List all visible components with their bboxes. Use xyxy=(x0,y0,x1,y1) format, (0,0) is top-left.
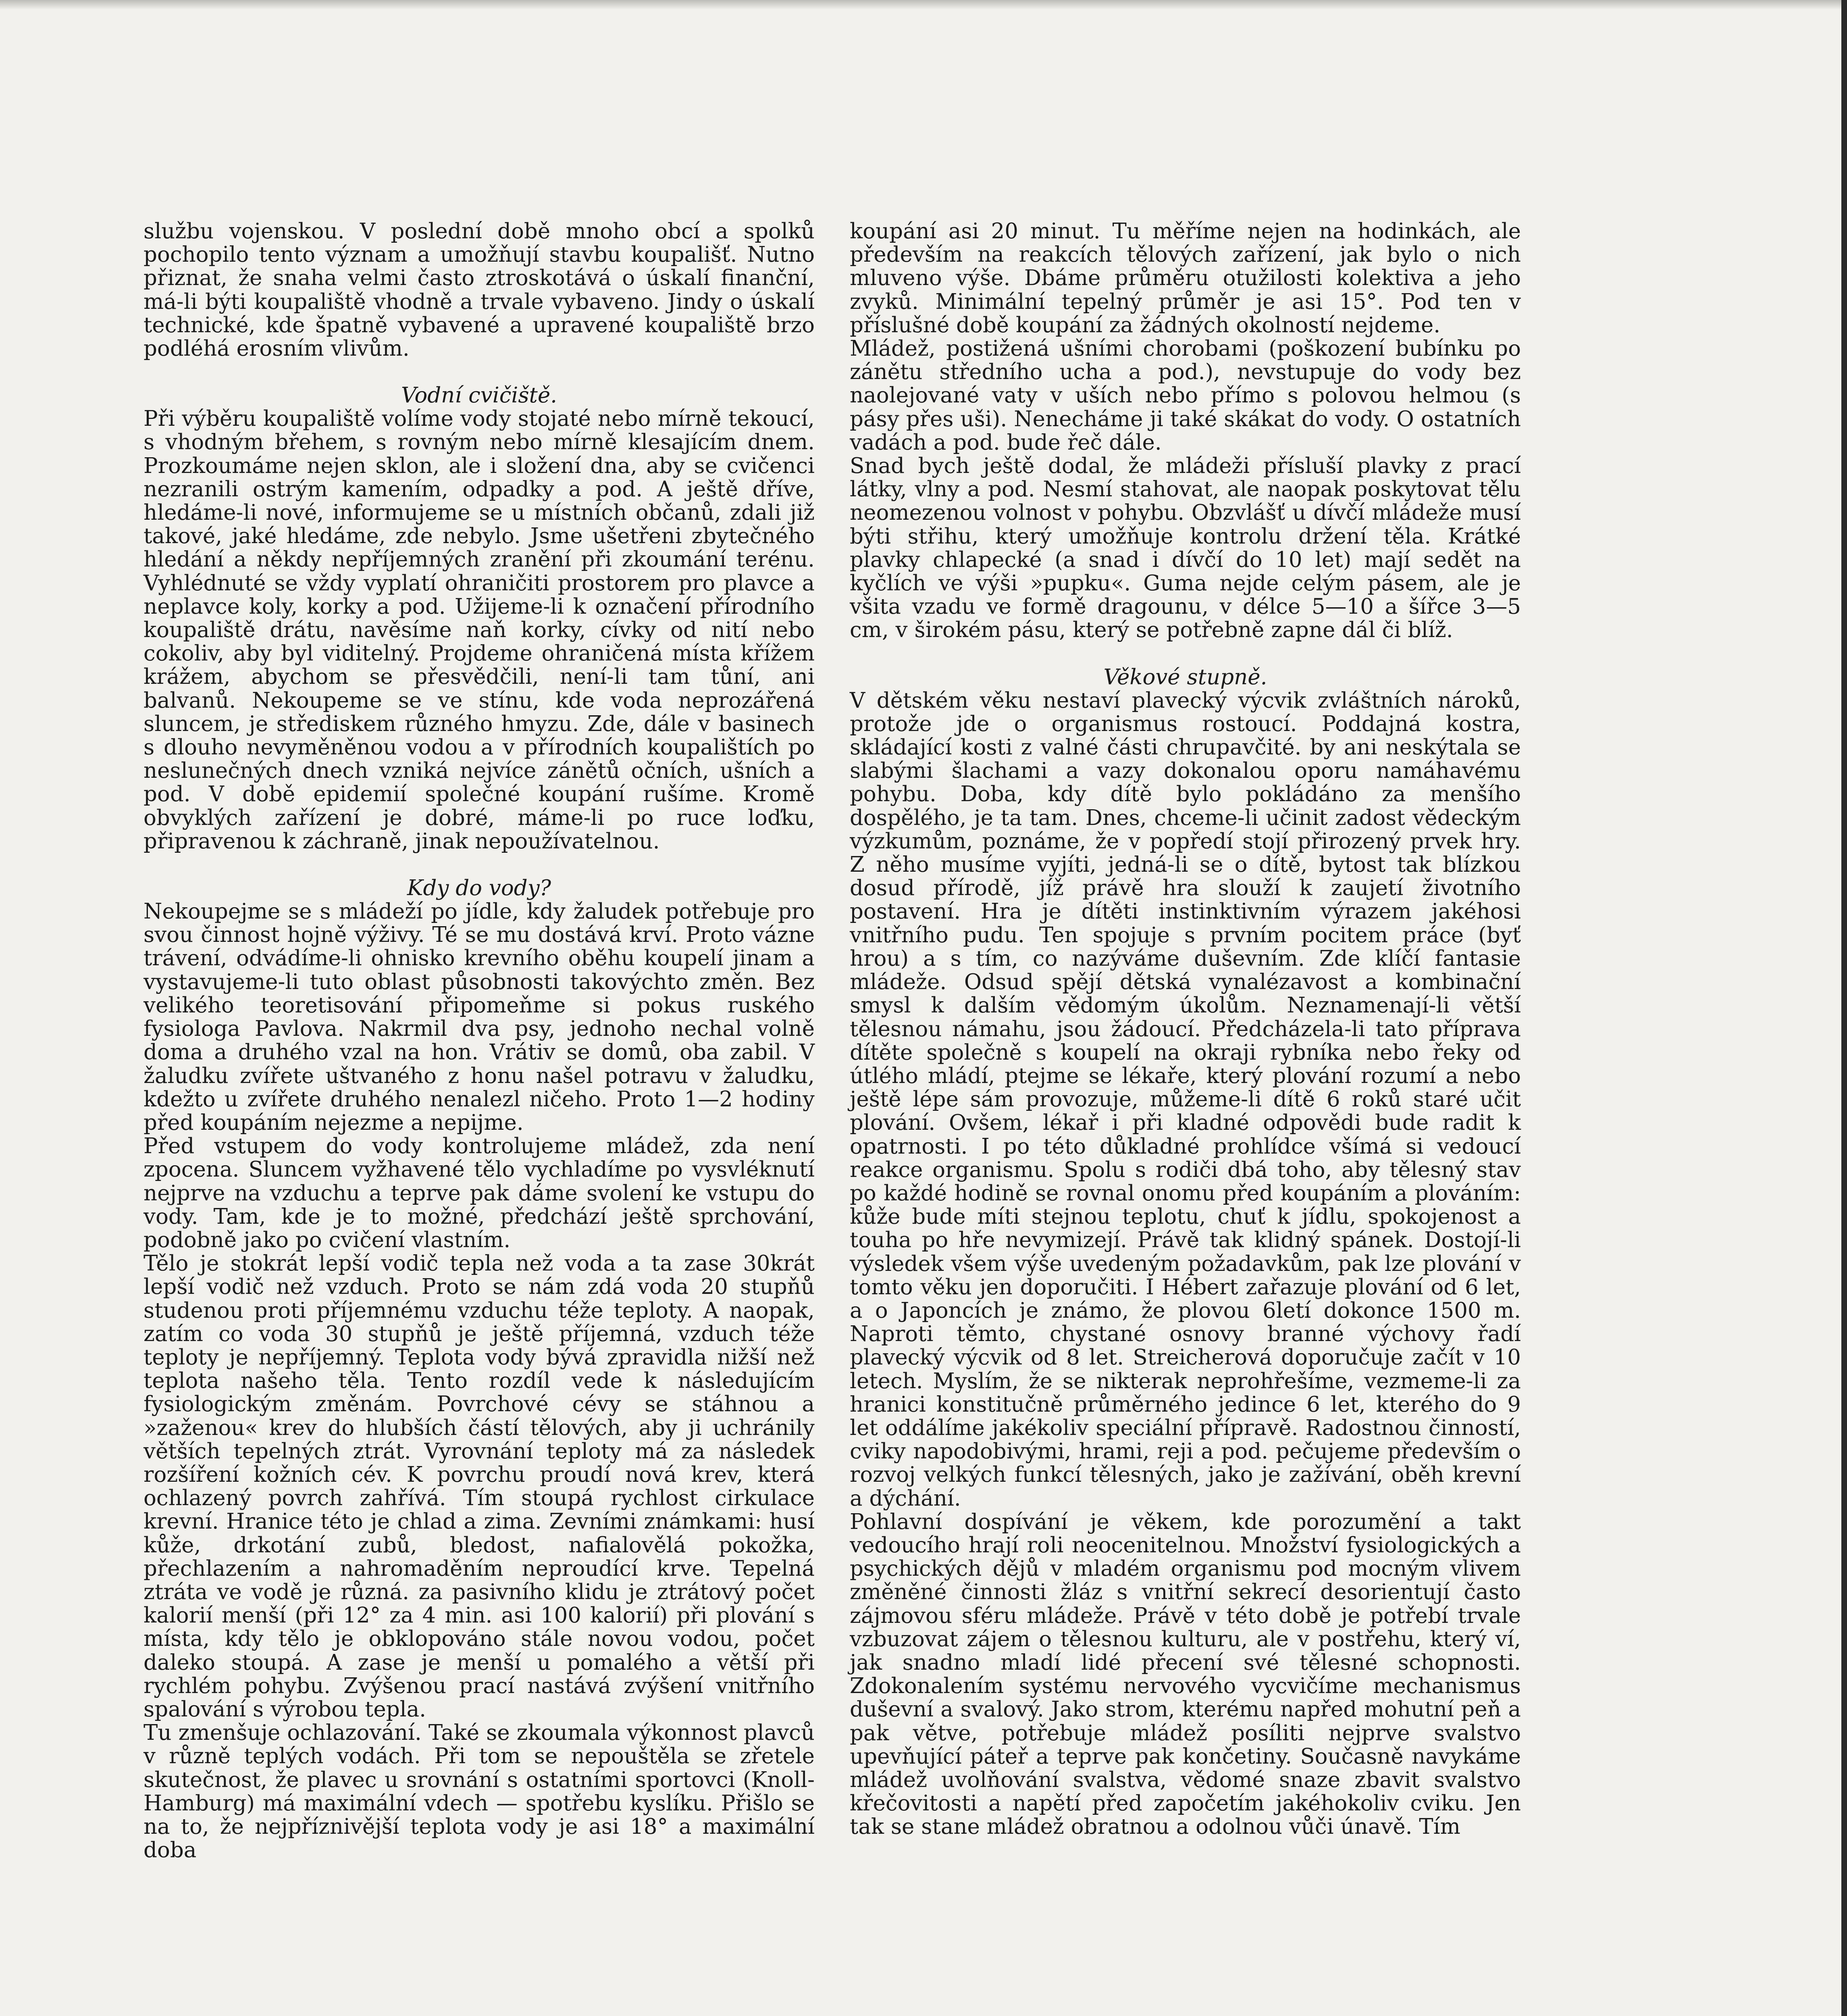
paragraph-ear-diseases: Mládež, postižená ušními chorobami (poškození bubínku po zánětu středního ucha a pod.), nevstupuje do vody bez naolejované vaty v uších nebo přímo s polovou helmou (s pásy přes uši). Nenecháme ji také skákat do vody. O ostatních vadách a pod. bude řeč dále. xyxy=(850,336,1521,455)
paragraph-heat-conduction: Tělo je stokrát lepší vodič tepla než voda a ta zase 30krát lepší vodič než vzduch. Proto se nám zdá voda 20 stupňů studenou proti příjemnému vzduchu téže teploty. A naopak, zatím co voda 30 stupňů je ještě příjemná, vzduch téže teploty je nepříjemný. Teplota vody bývá zpravidla nižší než teplota našeho těla. Tento rozdíl vede k následujícím fysiologickým změnám. Povrchové cévy se stáhnou a »zaženou« krev do hlubších částí tělových, aby ji uchránily větších tepelných ztrát. Vyrovnání teploty má za následek rozšíření kožních cév. K povrchu proudí nová krev, která ochlazený povrch zahřívá. Tím stoupá rychlost cirkulace krevní. Hranice této je chlad a zima. Zevními známkami: husí kůže, drkotání zubů, bledost, nafialovělá pokožka, přechlazením a nahromaděním neproudící krve. Tepelná ztráta ve vodě je různá. za pasivního klidu je ztrátový počet kalorií menší (při 12° za 4 min. asi 100 kalorií) při plování s místa, kdy tělo je obklopováno stále novou vodou, počet daleko stoupá. A zase je menší u pomalého a větší při rychlém pohybu. Zvýšenou prací nastává zvýšení vnitřního spalování s výrobou tepla. xyxy=(144,1251,815,1722)
heading-kdy-do-vody: Kdy do vody? xyxy=(407,876,551,901)
paragraph-bathing-duration: koupání asi 20 minut. Tu měříme nejen na hodinkách, ale především na reakcích tělových zařízení, jak bylo o nich mluveno výše. Dbáme průměru otužilosti kolektiva a jeho zvyků. Minimální tepelný průměr je asi 15°. Pod ten v příslušné době koupání za žádných okolností nejdeme. xyxy=(850,219,1521,337)
paragraph-childhood: V dětském věku nestaví plavecký výcvik zvláštních nároků, protože jde o organismus rostoucí. Poddajná kostra, skládající kosti z valné části chrupavčité. by ani neskýtala se slabými šlachami a vazy dokonalou oporu namáhavému pohybu. Doba, kdy dítě bylo pokládáno za menšího dospělého, je ta tam. Dnes, chceme-li učinit zadost vědeckým výzkumům, poznáme, že v popředí stojí přirozený prvek hry. Z něho musíme vyjíti, jedná-li se o dítě, bytost tak blízkou dosud přírodě, jíž právě hra slouží k zaujetí životního postavení. Hra je dítěti instinktivním výrazem jakéhosi vnitřního pudu. Ten spojuje s prvním pocitem práce (byť hrou) a s tím, co nazýváme duševním. Zde klíčí fantasie mládeže. Odsud spějí dětská vynalézavost a kombinační smysl k dalším vědomým úkolům. Neznamenají-li větší tělesnou námahu, jsou žádoucí. Předcházela-li tato příprava dítěte společně s koupelí na okraji rybníka nebo řeky od útlého mládí, ptejme se lékaře, který plování rozumí a nebo ještě lépe sám provozuje, můžeme-li dítě 6 roků staré učit plování. Ovšem, lékař i při kladné odpovědi bude radit k opatrnosti. I po této důkladné prohlídce všímá si vedoucí reakce organismu. Spolu s rodiči dbá toho, aby tělesný stav po každé hodině se rovnal onomu před koupáním a plováním: kůže bude míti stejnou teplotu, chuť k jídlu, spokojenost a touha po hře nevymizejí. Právě tak klidný spánek. Dostojí-li výsledek všem výše uvedeným požadavkům, pak lze plování v tomto věku jen doporučiti. I Hébert zařazuje plování od 6 let, a o Japoncích je známo, že plovou 6letí dokonce 1500 m. Naproti těmto, chystané osnovy branné výchovy řadí plavecký výcvik od 8 let. Streicherová doporučuje začít v 10 letech. Myslím, že se nikterak neprohřešíme, vezmeme-li za hranici konstitučně průměrného jedince 6 let, kterého do 9 let oddálíme jakékoliv speciální přípravě. Radostnou činností, cviky napodobivými, hrami, reji a pod. pečujeme především o rozvoj velkých funkcí tělesných, jako je zažívání, oběh krevní a dýchání. xyxy=(850,688,1521,1511)
paragraph-swimmer-performance: Tu zmenšuje ochlazování. Také se zkoumala výkonnost plavců v různě teplých vodách. Při tom se nepouštěla se zřetele skutečnost, že plavec u srovnání s ostatními sportovci (Knoll-Hamburg) má maximální vdech — spotřebu kyslíku. Přišlo se na to, že nejpříznivější teplota vody je asi 18° a maximální doba xyxy=(144,1720,815,1863)
paragraph-after-eating: Nekoupejme se s mládeží po jídle, kdy žaludek potřebuje pro svou činnost hojně výživy. Té se mu dostává krví. Proto vázne trávení, odvádíme-li ohnisko krevního oběhu koupelí jinam a vystavujeme-li tuto oblast působnosti takovýchto změn. Bez velikého teoretisování připomeňme si pokus ruského fysiologa Pavlova. Nakrmil dva psy, jednoho nechal volně doma a druhého vzal na hon. Vrátiv se domů, oba zabil. V žaludku zvířete uštvaného z honu našel potravu v žaludku, kdežto u zvířete druhého nenalezl ničeho. Proto 1—2 hodiny před koupáním nejezme a nepijme. xyxy=(144,899,815,1135)
paragraph-before-entering: Před vstupem do vody kontrolujeme mládež, zda není zpocena. Sluncem vyžhavené tělo vychladíme po vysvléknutí nejprve na vzduchu a teprve pak dáme svolení ke vstupu do vody. Tam, kde je to možné, předchází ještě sprchování, podobně jako po cvičení vlastním. xyxy=(144,1134,815,1252)
right-column xyxy=(850,220,1521,1839)
heading-vodni-cviciste: Vodní cvičiště. xyxy=(401,383,557,408)
left-column xyxy=(144,220,815,1862)
paragraph-military-service: službu vojenskou. V poslední době mnoho obcí a spolků pochopilo tento význam a umožňují stavbu koupališť. Nutno přiznat, že snaha velmi často ztroskotává o úskalí finanční, má-li býti koupaliště vhodně a trvale vybaveno. Jindy o úskalí technické, kde špatně vybavené a upravené koupaliště brzo podléhá erosním vlivům. xyxy=(144,219,815,361)
paragraph-puberty: Pohlavní dospívání je věkem, kde porozumění a takt vedoucího hrají roli neocenitelnou. Množství fysiologických a psychických dějů v mladém organismu pod mocným vlivem změněné činnosti žláz s vnitřní sekrecí desorientují často zájmovou sféru mládeže. Právě v této době je potřebí trvale vzbuzovat zájem o tělesnou kulturu, ale v postřehu, který ví, jak snadno mladí lidé přecení své tělesné schopnosti. Zdokonalením systému nervového vycvičíme mechanismus duševní a svalový. Jako strom, kterému napřed mohutní peň a pak větve, potřebuje mládež posíliti nejprve svalstvo upevňující páteř a teprve pak končetiny. Současně navykáme mládež uvolňování svalstva, vědomé snaze zbavit svalstvo křečovitosti a napětí před započetím jakéhokoliv cviku. Jen tak se stane mládež obratnou a odolnou vůči únavě. Tím xyxy=(850,1509,1521,1839)
heading-vekove-stupne: Věkové stupně. xyxy=(1103,664,1267,689)
paragraph-swimwear: Snad bych ještě dodal, že mládeži přísluší plavky z prací látky, vlny a pod. Nesmí stahovat, ale naopak poskytovat tělu neomezenou volnost v pohybu. Obzvlášť u dívčí mládeže musí býti střihu, který umožňuje kontrolu držení těla. Krátké plavky chlapecké (a snad i dívčí do 10 let) mají sedět na kyčlích ve výši »pupku«. Guma nejde celým pásem, ale je všita vzadu ve formě dragounu, v délce 5—10 a šířce 3—5 cm, v širokém pásu, který se potřebně zapne dál či blíž. xyxy=(850,454,1521,643)
paragraph-choosing-pool: Při výběru koupaliště volíme vody stojaté nebo mírně tekoucí, s vhodným břehem, s rovným nebo mírně klesajícím dnem. Prozkoumáme nejen sklon, ale i složení dna, aby se cvičenci nezranili ostrým kamením, odpadky a pod. A ještě dříve, hledáme-li nové, informujeme se u místních občanů, zdali již takové, jaké hledáme, zde nebylo. Jsme ušetřeni zbytečného hledání a někdy nepříjemných zranění při zkoumání terénu. Vyhlédnuté se vždy vyplatí ohraničiti prostorem pro plavce a neplavce koly, korky a pod. Užijeme-li k označení přírodního koupaliště drátu, navěsíme naň korky, cívky od nití nebo cokoliv, aby byl viditelný. Projdeme ohraničená místa křížem krážem, abychom se přesvědčili, není-li tam tůní, ani balvanů. Nekoupeme se ve stínu, kde voda neprozářená sluncem, je střediskem různého hmyzu. Zde, dále v basinech s dlouho nevyměněnou vodou a v přírodních koupalištích po neslunečných dnech vzniká nejvíce zánětů očních, ušních a pod. V době epidemií společné koupání rušíme. Kromě obvyklých zařízení je dobré, máme-li po ruce loďku, připravenou k záchraně, jinak nepoužívatelnou. xyxy=(144,406,815,854)
scan-edge-top xyxy=(0,0,1847,10)
scan-edge-right xyxy=(1841,0,1847,2016)
